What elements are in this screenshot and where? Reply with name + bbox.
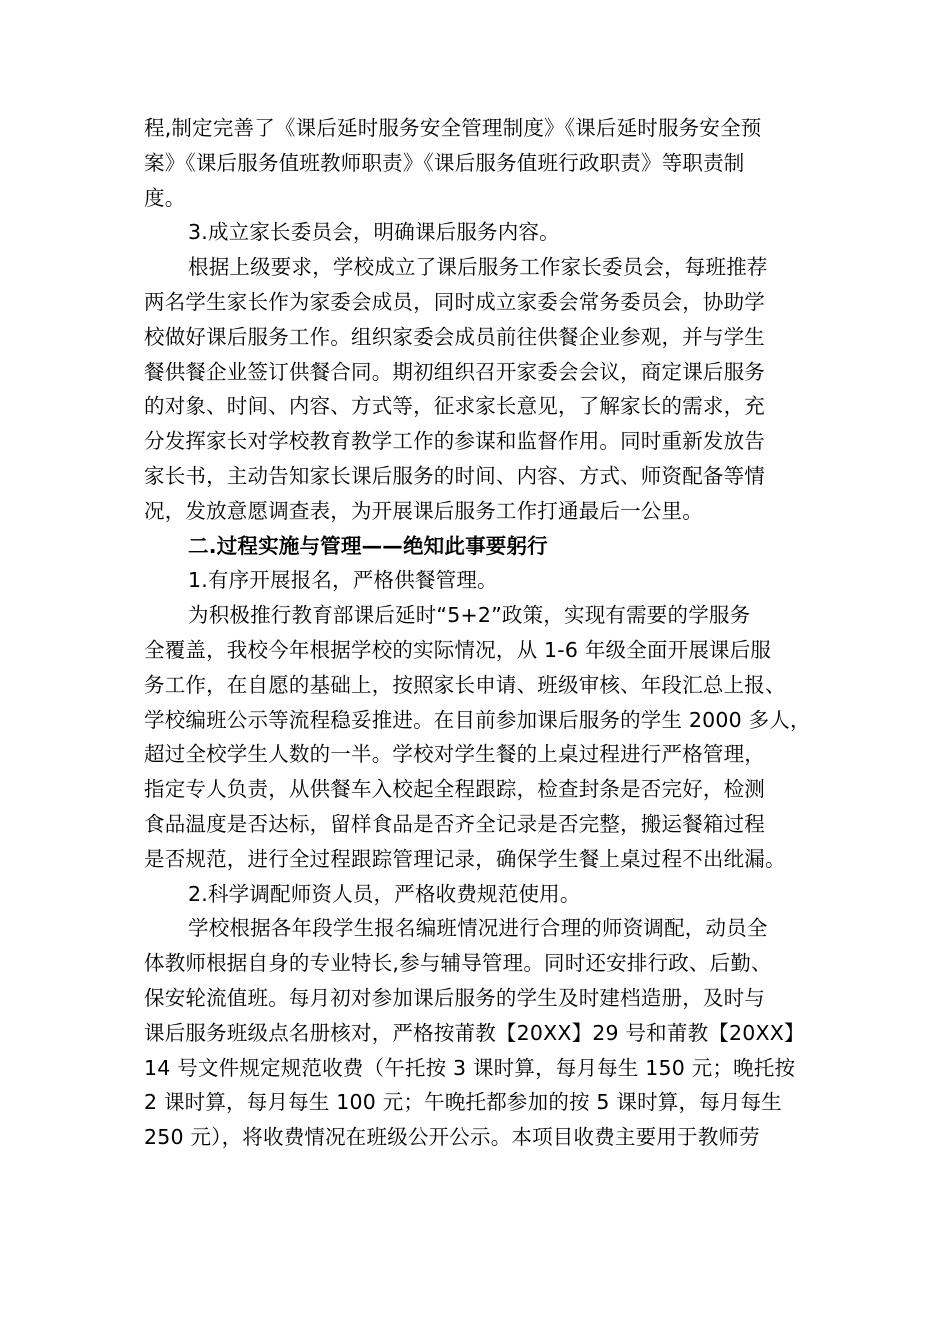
- subheading: [144, 215, 834, 250]
- section-heading: [144, 529, 834, 564]
- text-line: 学校根据各年段学生报名编班情况进行合理的师资调配，动员全: [188, 916, 768, 941]
- subheading: [144, 877, 834, 912]
- text-line: 务工作，在自愿的基础上，按照家长申请、班级审核、年段汇总上报、: [144, 672, 786, 697]
- paragraph: [144, 911, 834, 1155]
- subheading: [144, 563, 834, 598]
- text-line: 体教师根据自身的专业特长,参与辅导管理。同时还安排行政、后勤、: [144, 951, 772, 976]
- paragraph: [144, 250, 834, 528]
- text-line: 250 元），将收费情况在班级公开公示。本项目收费主要用于教师劳: [144, 1125, 760, 1150]
- text-line: 是否规范，进行全过程跟踪管理记录，确保学生餐上桌过程不出纰漏。: [144, 846, 786, 871]
- text-line: 学校编班公示等流程稳妥推进。在目前参加课后服务的学生 2000 多人，: [144, 707, 811, 732]
- text-line: 保安轮流值班。每月初对参加课后服务的学生及时建档造册，及时与: [144, 985, 765, 1010]
- text-line: 3.成立家长委员会，明确课后服务内容。: [188, 220, 560, 245]
- paragraph: [144, 111, 834, 215]
- text-line: 校做好课后服务工作。组织家委会成员前往供餐企业参观，并与学生: [144, 324, 765, 349]
- text-line: 为积极推行教育部课后延时“5+2”政策，实现有需要的学服务: [188, 603, 751, 628]
- text-line: 课后服务班级点名册核对，严格按莆教【20XX】29 号和莆教【20XX】: [144, 1020, 805, 1045]
- text-line: 超过全校学生人数的一半。学校对学生餐的上桌过程进行严格管理，: [144, 742, 765, 767]
- document-body: [144, 111, 834, 1155]
- text-line: 食品温度是否达标，留样食品是否齐全记录是否完整，搬运餐箱过程: [144, 811, 765, 836]
- text-line: 度。: [144, 185, 186, 210]
- text-line: 餐供餐企业签订供餐合同。期初组织召开家委会会议，商定课后服务: [144, 359, 765, 384]
- text-line: 2 课时算，每月每生 100 元；午晚托都参加的按 5 课时算，每月每生: [144, 1090, 782, 1115]
- text-line: 指定专人负责，从供餐车入校起全程跟踪，检查封条是否完好，检测: [144, 777, 765, 802]
- text-line: 家长书，主动告知家长课后服务的时间、内容、方式、师资配备等情: [144, 463, 765, 488]
- text-line: 况，发放意愿调查表，为开展课后服务工作打通最后一公里。: [144, 498, 703, 523]
- text-line: 程,制定完善了《课后延时服务安全管理制度》《课后延时服务安全预: [144, 116, 762, 140]
- text-line: 14 号文件规定规范收费（午托按 3 课时算，每月每生 150 元；晚托按: [144, 1055, 796, 1080]
- text-line: 1.有序开展报名，严格供餐管理。: [188, 568, 498, 593]
- text-line: 两名学生家长作为家委会成员，同时成立家委会常务委员会，协助学: [144, 289, 765, 314]
- text-line: 分发挥家长对学校教育教学工作的参谋和监督作用。同时重新发放告: [144, 429, 765, 454]
- text-line: 二.过程实施与管理——绝知此事要躬行: [188, 533, 548, 558]
- text-line: 全覆盖，我校今年根据学校的实际情况，从 1-6 年级全面开展课后服: [144, 637, 772, 662]
- text-line: 案》《课后服务值班教师职责》《课后服务值班行政职责》等职责制: [144, 150, 745, 175]
- text-line: 根据上级要求，学校成立了课后服务工作家长委员会，每班推荐: [188, 255, 768, 280]
- paragraph: [144, 598, 834, 876]
- text-line: 2.科学调配师资人员，严格收费规范使用。: [188, 881, 581, 906]
- text-line: 的对象、时间、内容、方式等，征求家长意见，了解家长的需求，充: [144, 394, 765, 419]
